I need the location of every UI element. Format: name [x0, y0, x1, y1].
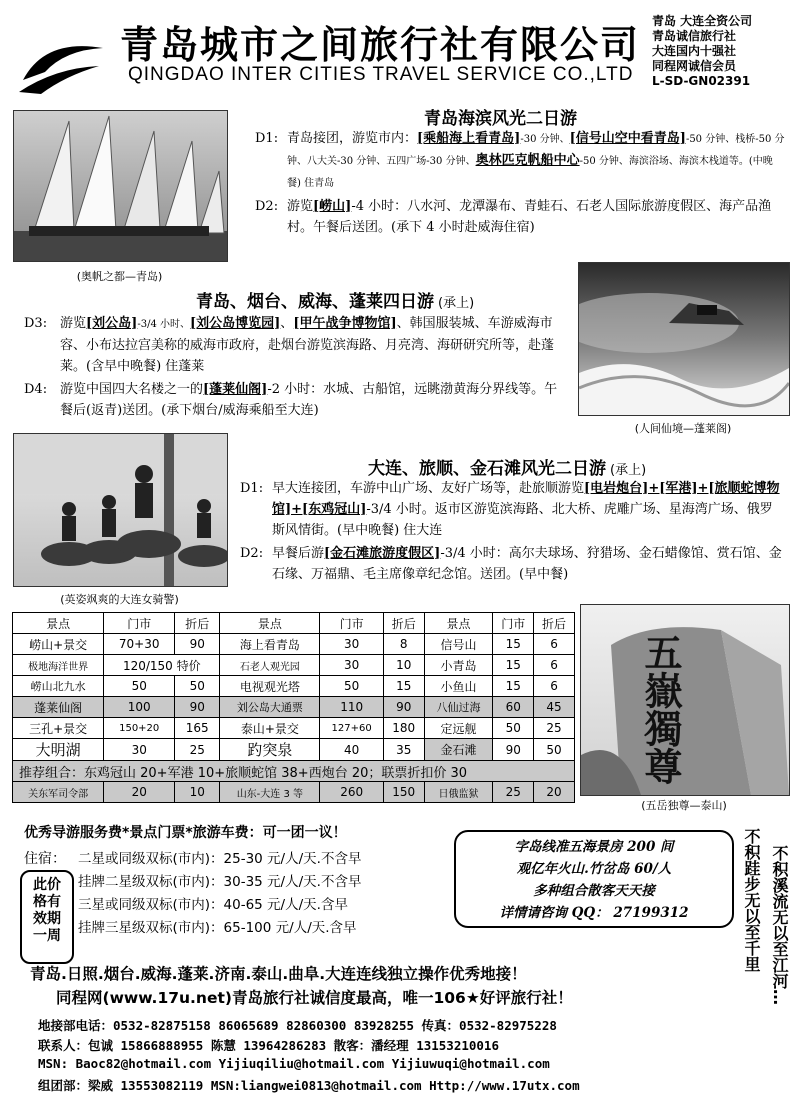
table-cell: 定远舰: [424, 718, 493, 739]
table-cell: 50: [534, 739, 575, 761]
day-label: D1:: [240, 481, 264, 496]
table-cell: 50: [104, 676, 175, 697]
tour-itinerary: D1: 早大连接团，车游中山广场、友好广场等，赴旅顺游览[电岩炮台]+[军港]+[旅顺蛇博物馆]+[东鸡冠山]-3/4 小时。返市区游览滨海路、北大桥、虎雕广场、星海湾广场、俄罗斯风情街。(早中晚餐) 住大连 D2: 早餐后游[金石滩旅游度假区]-3/4 小时：高尔夫球场、狩猎场、金石蜡像馆、赏石馆、金石缘、万福鼎、毛主席像章纪念馆。送团。(早中餐): [240, 478, 785, 585]
table-cell: 6: [534, 676, 575, 697]
table-cell: 日俄监狱: [424, 782, 493, 803]
table-cell: 蓬莱仙阁: [13, 697, 104, 718]
table-cell: 刘公岛大通票: [220, 697, 320, 718]
table-cell: 120/150 特价: [104, 655, 220, 676]
table-cell: 70+30: [104, 634, 175, 655]
table-cell: 信号山: [424, 634, 493, 655]
header-badges: [652, 14, 752, 89]
photo-caption: (英姿飒爽的大连女骑警): [60, 593, 179, 606]
table-row: [13, 697, 575, 718]
services-line: 优秀导游服务费*景点门票*旅游车费：可一团一议！: [24, 825, 347, 841]
table-row: [13, 718, 575, 739]
table-cell: 30: [320, 655, 383, 676]
photo-caption: (奥帆之都—青岛): [76, 270, 163, 283]
rating-line: 同程网(www.17u.net)青岛旅行社诚信度最高，唯一106★好评旅行社！: [56, 989, 573, 1007]
table-cell: 45: [534, 697, 575, 718]
table-cell: 110: [320, 697, 383, 718]
company-logo: [15, 28, 107, 96]
price-valid-note: 此价格有效期一周: [20, 870, 74, 964]
table-cell: 165: [175, 718, 220, 739]
badge: L-SD-GN02391: [652, 74, 751, 88]
lodging-line: 挂牌二星级双标(市内)：30-35 元/人/天.不含早: [78, 874, 362, 890]
lodging-lines: [78, 848, 361, 940]
table-cell: 推荐组合：东鸡冠山 20+军港 10+旅顺蛇馆 38+西炮台 20；联票折扣价 30: [13, 761, 575, 782]
table-cell: 50: [320, 676, 383, 697]
photo-caption: (五岳独尊—泰山): [641, 799, 727, 812]
lodging-line: 挂牌三星级双标(市内)：65-100 元/人/天.含早: [78, 920, 357, 936]
day-label: D4:: [24, 382, 48, 397]
table-cell: 八仙过海: [424, 697, 493, 718]
promo-line: 观亿年火山.竹岔岛 60/人: [516, 861, 672, 877]
table-cell: 25: [493, 782, 534, 803]
vertical-slogan: 不积跬步无以至千里: [742, 828, 761, 972]
table-row: [13, 655, 575, 676]
table-cell: 40: [320, 739, 383, 761]
table-cell: 180: [383, 718, 424, 739]
photo-police: [13, 433, 228, 587]
table-cell: 15: [493, 676, 534, 697]
table-cell: 小青岛: [424, 655, 493, 676]
table-cell: 15: [383, 676, 424, 697]
photo-taishan: [580, 604, 790, 796]
connect-line: 青岛.日照.烟台.威海.蓬莱.济南.泰山.曲阜.大连连线独立操作优秀地接！: [30, 965, 527, 983]
table-cell: 50: [493, 718, 534, 739]
lodging-label: 住宿：: [24, 851, 66, 867]
promo-line: 多种组合散客天天接: [533, 883, 655, 899]
table-cell: 30: [104, 739, 175, 761]
table-cell: 35: [383, 739, 424, 761]
table-cell: 90: [493, 739, 534, 761]
table-cell: 50: [175, 676, 220, 697]
table-cell: 90: [383, 697, 424, 718]
table-cell: 20: [104, 782, 175, 803]
contact-people: 联系人：包诚 15866888955 陈慧 13964286283 散客：潘经理 13153210016: [38, 1038, 499, 1053]
table-cell: 260: [320, 782, 383, 803]
table-cell: 100: [104, 697, 175, 718]
table-cell: 25: [534, 718, 575, 739]
rock-inscription: 五嶽獨尊: [638, 633, 683, 785]
table-row: [13, 739, 575, 761]
promo-line: 详情请咨询 QQ： 27199312: [499, 905, 689, 921]
table-cell: 小鱼山: [424, 676, 493, 697]
table-cell: 10: [175, 782, 220, 803]
table-cell: 海上看青岛: [220, 634, 320, 655]
promo-line: 字岛线准五海景房 200 间: [514, 839, 674, 855]
tour-itinerary: D3: 游览[刘公岛]-3/4 小时、[刘公岛博览园]、[甲午战争博物馆]、韩国服装城、车游威海市容、小布达拉宫美称的威海市政府，赴烟台游览滨海路、月亮湾、海研研究所等，赴蓬莱。(含早中晚餐) 住蓬莱 D4: 游览中国四大名楼之一的[蓬莱仙阁]-2 小时：水城、古船馆，远眺渤黄海分界线等。午餐后(返青)送团。(承下烟台/威海乘船至大连): [24, 313, 569, 421]
tour-itinerary: D1: 青岛接团，游览市内：[乘船海上看青岛]-30 分钟、[信号山空中看青岛]-50 分钟、栈桥-50 分钟、八大关-30 分钟、五四广场-30 分钟、奥林匹克帆船中心-50 分钟、海滨浴场、海滨木栈道等。(中晚餐) 住青岛 D2: 游览[崂山]-4 小时：八水河、龙潭瀑布、青蛙石、石老人国际旅游度假区、海产品渔村。午餐后送团。(承下 4 小时赴威海住宿): [255, 128, 785, 238]
day-label: D2:: [240, 546, 264, 561]
lodging-line: 二星或同级双标(市内)：25-30 元/人/天.不含早: [78, 851, 362, 867]
table-cell: 90: [175, 634, 220, 655]
table-cell: 90: [175, 697, 220, 718]
table-cell: 山东-大连 3 等: [220, 782, 320, 803]
price-table: [12, 612, 575, 803]
table-cell: 石老人观光园: [220, 655, 320, 676]
table-row: [13, 782, 575, 803]
contact-msn: MSN: Baoc82@hotmail.com Yijiuqiliu@hotmail.com Yijiuwuqi@hotmail.com: [38, 1056, 550, 1071]
table-cell: 25: [175, 739, 220, 761]
contact-phone: 地接部电话：0532-82875158 86065689 82860300 83928255 传真：0532-82975228: [38, 1018, 557, 1033]
table-cell: 关东军司令部: [13, 782, 104, 803]
day-label: D2:: [255, 199, 279, 214]
photo-caption: (人间仙境—蓬莱阁): [634, 422, 732, 435]
table-cell: 150+20: [104, 718, 175, 739]
photo-penglai: [578, 262, 790, 416]
table-cell: 大明湖: [13, 739, 104, 761]
table-cell: 15: [493, 655, 534, 676]
day-label: D1:: [255, 131, 279, 146]
table-cell: 三孔+景交: [13, 718, 104, 739]
table-header-row: 景点 门市 折后 景点 门市 折后 景点 门市 折后: [13, 613, 575, 634]
vertical-slogan: 不积溪流无以至江河…: [770, 845, 789, 1005]
badge: 青岛 大连全资公司: [652, 14, 753, 28]
table-cell: 6: [534, 634, 575, 655]
tour-title: 大连、旅顺、金石滩风光二日游 (承上): [368, 459, 647, 479]
table-cell: 10: [383, 655, 424, 676]
contact-group: 组团部：梁威 13553082119 MSN:liangwei0813@hotmail.com Http://www.17utx.com: [38, 1078, 580, 1093]
tour-title: 青岛海滨风光二日游: [424, 109, 577, 129]
table-cell: 崂山北九水: [13, 676, 104, 697]
tour-title: 青岛、烟台、威海、蓬莱四日游 (承上): [196, 292, 475, 312]
table-cell: 电视观光塔: [220, 676, 320, 697]
table-cell: 30: [320, 634, 383, 655]
table-cell: 极地海洋世界: [13, 655, 104, 676]
table-cell: 金石滩: [424, 739, 493, 761]
badge: 同程网诚信会员: [652, 59, 737, 73]
promo-box: [454, 830, 734, 928]
badge: 大连国内十强社: [652, 44, 737, 58]
table-cell: 崂山+景交: [13, 634, 104, 655]
company-name-en: QINGDAO INTER CITIES TRAVEL SERVICE CO.,LTD: [128, 64, 634, 85]
table-row: [13, 676, 575, 697]
company-name-cn: 青岛城市之间旅行社有限公司: [120, 23, 641, 67]
table-row: [13, 634, 575, 655]
table-cell: 20: [534, 782, 575, 803]
table-cell: 150: [383, 782, 424, 803]
lodging-line: 三星或同级双标(市内)：40-65 元/人/天.含早: [78, 897, 348, 913]
table-cell: 60: [493, 697, 534, 718]
day-label: D3:: [24, 316, 48, 331]
table-cell: 8: [383, 634, 424, 655]
photo-sailboats: [13, 110, 228, 262]
table-cell: 泰山+景交: [220, 718, 320, 739]
table-cell: 127+60: [320, 718, 383, 739]
table-combo-row: [13, 761, 575, 782]
table-cell: 趵突泉: [220, 739, 320, 761]
badge: 青岛诚信旅行社: [652, 29, 737, 43]
table-cell: 6: [534, 655, 575, 676]
table-cell: 15: [493, 634, 534, 655]
